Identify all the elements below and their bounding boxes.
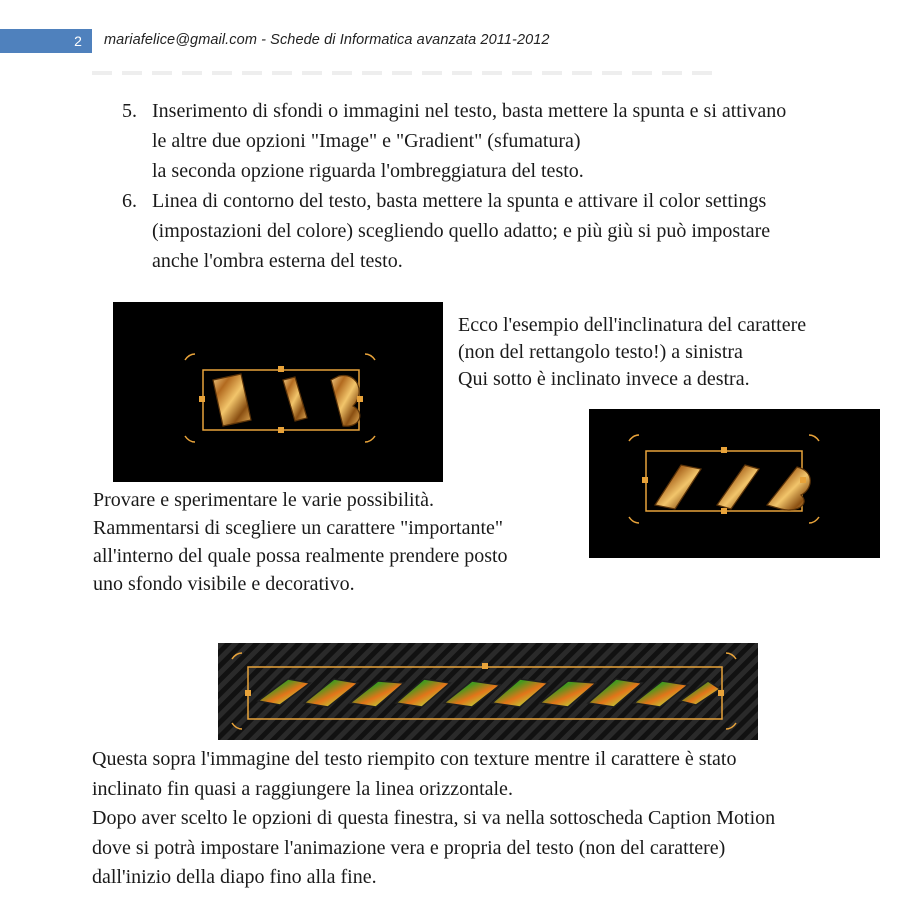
step-line: le altre due opzioni "Image" e "Gradient" (sfumatura) <box>152 130 581 152</box>
steps-list <box>122 96 892 276</box>
conclusion-line: dove si potrà impostare l'animazione vera e propria del testo (non del carattere) <box>92 836 726 859</box>
step-line: anche l'ombra esterna del testo. <box>152 250 403 272</box>
list-item <box>122 96 892 186</box>
advice-line: Provare e sperimentare le varie possibilità. <box>93 489 434 511</box>
screenshot-textured-text <box>218 643 758 740</box>
screenshot-slant-left <box>113 302 443 482</box>
step-line: Linea di contorno del testo, basta mettere la spunta e attivare il color settings <box>152 190 767 212</box>
header-text: mariafelice@gmail.com - Schede di Informatica avanzata 2011-2012 <box>104 32 550 48</box>
advice-line: Rammentarsi di scegliere un carattere "importante" <box>93 517 504 539</box>
advice-line: all'interno del quale possa realmente prendere posto <box>93 545 508 567</box>
list-item <box>122 186 892 276</box>
step-number: 5. <box>122 100 137 122</box>
conclusion-paragraph <box>92 745 775 893</box>
advice-line: uno sfondo visibile e decorativo. <box>93 573 355 595</box>
header-divider <box>92 71 714 75</box>
screenshot-slant-right <box>589 409 880 558</box>
step-line: (impostazioni del colore) scegliendo quello adatto; e più giù si può impostare <box>152 220 771 242</box>
step-line: Inserimento di sfondi o immagini nel testo, basta mettere la spunta e si attivano <box>152 100 787 122</box>
caption-line: Ecco l'esempio dell'inclinatura del carattere <box>458 314 807 336</box>
advice-paragraph <box>93 486 508 598</box>
conclusion-line: inclinato fin quasi a raggiungere la linea orizzontale. <box>92 777 513 800</box>
step-number: 6. <box>122 190 137 212</box>
page-number: 2 <box>74 33 82 49</box>
conclusion-line: Questa sopra l'immagine del testo riempito con texture mentre il carattere è stato <box>92 748 737 770</box>
conclusion-line: Dopo aver scelto le opzioni di questa finestra, si va nella sottoscheda Caption Motion <box>92 807 776 829</box>
conclusion-line: dall'inizio della diapo fino alla fine. <box>92 866 377 888</box>
caption-line: (non del rettangolo testo!) a sinistra <box>458 341 743 363</box>
caption-line: Qui sotto è inclinato invece a destra. <box>458 368 750 390</box>
slant-caption <box>458 312 806 393</box>
step-line: la seconda opzione riguarda l'ombreggiatura del testo. <box>152 160 584 182</box>
